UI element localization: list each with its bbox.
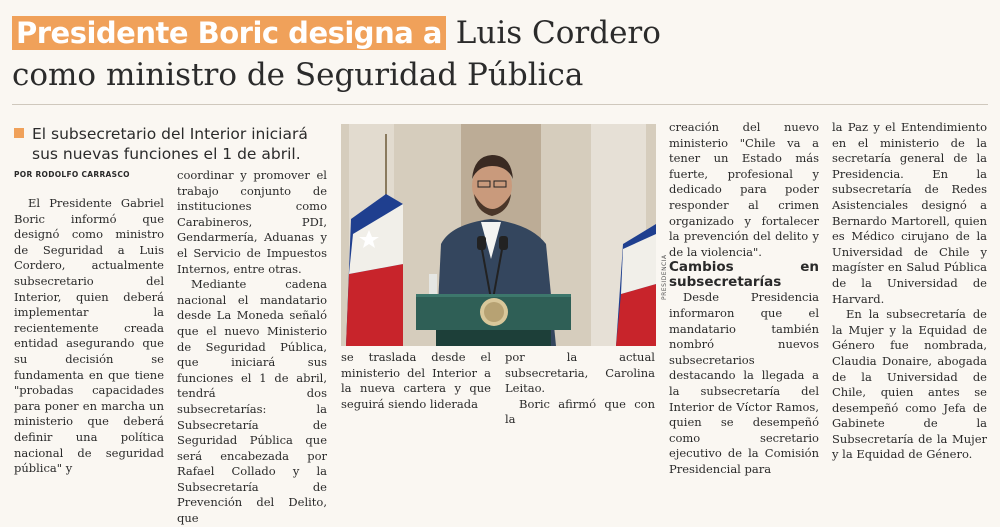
photo-illustration xyxy=(341,124,656,346)
col4-paragraph-1: creación del nuevo ministerio "Chile va a tener un Estado más fuerte, profesional y dedicado para poder responder al crimen organizado y fortalecer la prevención del delito y de la violencia". xyxy=(669,120,819,259)
column-3a xyxy=(341,350,491,412)
column-2 xyxy=(177,168,327,527)
headline-line2: como ministro de Seguridad Pública xyxy=(12,57,584,93)
col2-paragraph-1: coordinar y promover el trabajo conjunto de instituciones como Carabineros, PDI, Gendarmería, Aduanas y el Servicio de Impuestos Internos, entre otras. xyxy=(177,168,327,276)
headline-highlight: Presidente Boric designa a xyxy=(12,16,446,50)
col3b-paragraph: por la actual subsecretaria, Carolina Leitao. xyxy=(505,350,655,396)
deck-square-icon xyxy=(14,128,24,138)
col3a-paragraph: se traslada desde el ministerio del Interior a la nueva cartera y que seguirá siendo liderada xyxy=(341,350,491,411)
col3b-paragraph-2: Boric afirmó que con la xyxy=(505,396,655,427)
headline xyxy=(12,12,988,96)
col5-paragraph-1: la Paz y el Entendimiento en el ministerio de la secretaría general de la Presidencia. En la subsecretaría de Redes Asistenciales designó a Bernardo Martorell, quien es Médico cirujano de la Universidad de Chile y magíster en Salud Pública de la Universidad de Harvard. xyxy=(832,120,987,306)
subheading: Cambios en subsecretarías xyxy=(669,259,819,291)
deck-line2: sus nuevas funciones el 1 de abril. xyxy=(32,145,301,163)
headline-line1-rest: Luis Cordero xyxy=(445,15,661,51)
photo-credit: PRESIDENCIA xyxy=(661,254,668,300)
col2-paragraph-2: Mediante cadena nacional el mandatario desde La Moneda señaló que el nuevo Ministerio de Seguridad Pública, que iniciará sus funciones el 1 de abril, tendrá dos subsecretarías: la Subsecretaría de Seguridad Pública que será encabezada por Rafael Collado y la Subsecretaría de Prevención del Delito, que xyxy=(177,277,327,526)
deck-line1: El subsecretario del Interior iniciará xyxy=(32,125,308,143)
col5-paragraph-2: En la subsecretaría de la Mujer y la Equidad de Género fue nombrada, Claudia Donaire, abogada de la Universidad de Chile, quien antes se desempeñó como Jefa de Gabinete de la Subsecretaría de la Mujer y la Equidad de Género. xyxy=(832,307,987,462)
column-3b xyxy=(505,350,655,428)
headline-rule xyxy=(12,104,988,105)
col1-paragraph-1: El Presidente Gabriel Boric informó que designó como ministro de Seguridad a Luis Cordero, actualmente subsecretario del Interior, quien deberá implementar la recientemente creada entidad asegurando que su decisión se fundamenta en que tiene "probadas capacidades para poner en marcha un ministerio que deberá definir una política nacional de seguridad pública" y xyxy=(14,196,164,476)
col4-paragraph-2: Desde Presidencia informaron que el mandatario también nombró nuevos subsecretarios destacando la llegada a la subsecretaría del Interior de Víctor Ramos, quien se desempeñó como secretario ejecutivo de la Comisión Presidencial para xyxy=(669,290,819,476)
column-4 xyxy=(669,120,819,477)
byline: POR RODOLFO CARRASCO xyxy=(14,170,130,179)
column-1 xyxy=(14,196,164,477)
deck xyxy=(14,124,320,164)
president-photo xyxy=(341,124,656,346)
column-5 xyxy=(832,120,987,463)
